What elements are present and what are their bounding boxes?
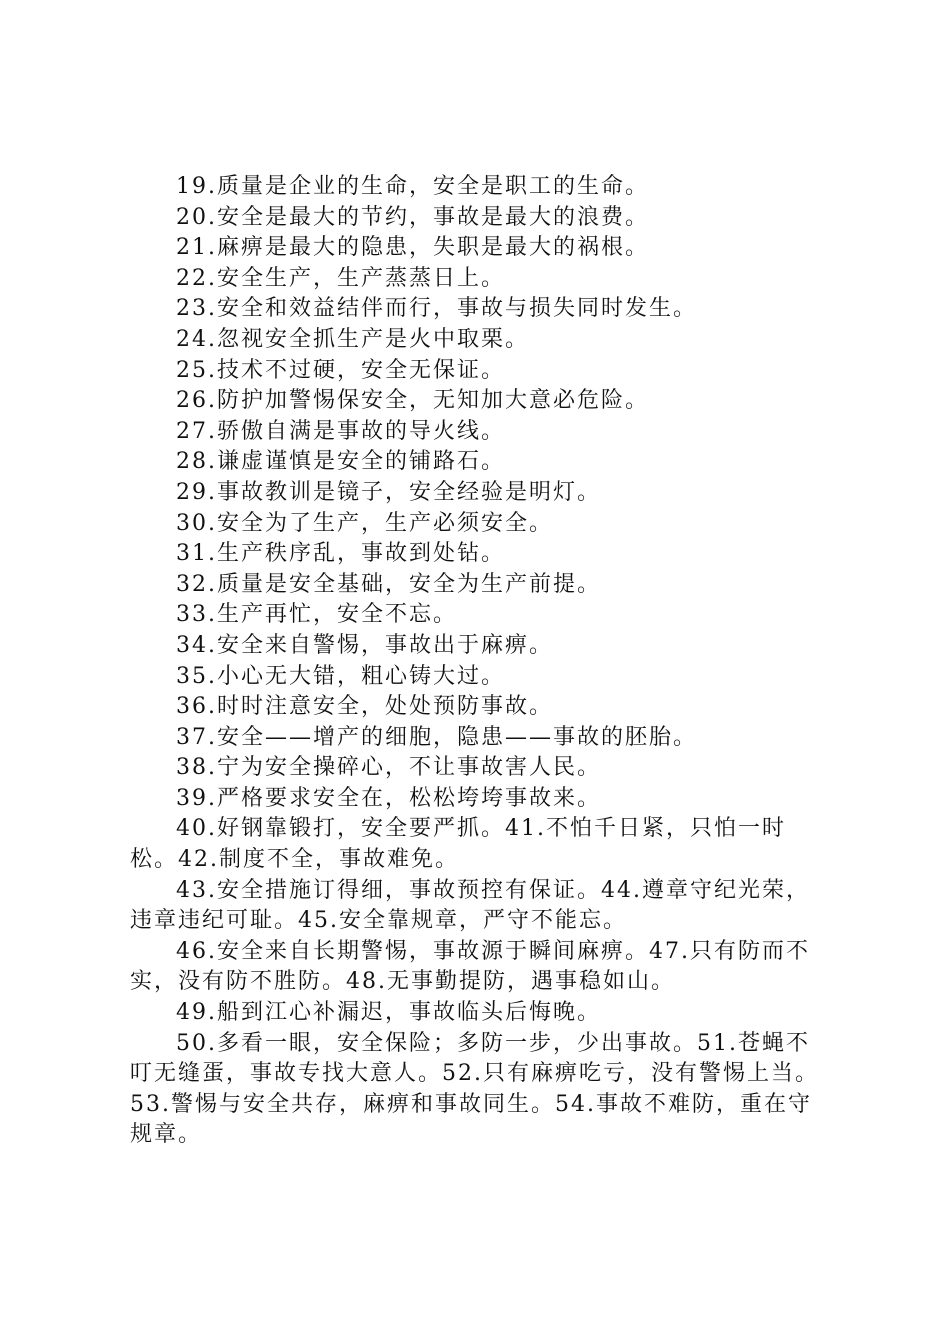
paragraph-39: 39.严格要求安全在，松松垮垮事故来。 [176,785,601,811]
paragraph-43-45: 43.安全措施订得细，事故预控有保证。44.遵章守纪光荣，违章违纪可耻。45.安全靠规章，严守不能忘。 [130,877,810,934]
paragraph-25: 25.技术不过硬，安全无保证。 [176,357,505,383]
paragraph-32: 32.质量是安全基础，安全为生产前提。 [176,571,601,597]
paragraph-34: 34.安全来自警惕，事故出于麻痹。 [176,632,553,658]
paragraph-36: 36.时时注意安全，处处预防事故。 [176,694,553,720]
paragraph-20: 20.安全是最大的节约，事故是最大的浪费。 [176,204,649,230]
document-page [130,172,830,1151]
paragraph-49: 49.船到江心补漏迟，事故临头后悔晚。 [176,1000,601,1026]
paragraph-46-48: 46.安全来自长期警惕，事故源于瞬间麻痹。47.只有防而不实，没有防不胜防。48.无事勤提防，遇事稳如山。 [130,938,810,995]
paragraph-35: 35.小心无大错，粗心铸大过。 [176,663,505,689]
paragraph-40-42: 40.好钢靠锻打，安全要严抓。41.不怕千日紧，只怕一时松。42.制度不全，事故难免。 [130,816,786,873]
paragraph-26: 26.防护加警惕保安全，无知加大意必危险。 [176,388,649,414]
paragraph-50-54: 50.多看一眼，安全保险；多防一步，少出事故。51.苍蝇不叮无缝蛋，事故专找大意人。52.只有麻痹吃亏，没有警惕上当。53.警惕与安全共存，麻痹和事故同生。54.事故不难防，重在守规章。 [130,1030,819,1148]
paragraph-24: 24.忽视安全抓生产是火中取栗。 [176,326,529,352]
paragraph-37: 37.安全——增产的细胞，隐患——事故的胚胎。 [176,724,697,750]
paragraph-30: 30.安全为了生产，生产必须安全。 [176,510,553,536]
paragraph-38: 38.宁为安全操碎心，不让事故害人民。 [176,755,601,781]
paragraph-28: 28.谦虚谨慎是安全的铺路石。 [176,449,505,475]
paragraph-27: 27.骄傲自满是事故的导火线。 [176,418,505,444]
paragraph-31: 31.生产秩序乱，事故到处钻。 [176,541,505,567]
paragraph-29: 29.事故教训是镜子，安全经验是明灯。 [176,479,601,505]
paragraph-21: 21.麻痹是最大的隐患，失职是最大的祸根。 [176,235,649,261]
paragraph-33: 33.生产再忙，安全不忘。 [176,602,457,628]
paragraph-23: 23.安全和效益结伴而行，事故与损失同时发生。 [176,296,697,322]
paragraph-22: 22.安全生产，生产蒸蒸日上。 [176,265,505,291]
paragraph-19: 19.质量是企业的生命，安全是职工的生命。 [176,174,649,199]
